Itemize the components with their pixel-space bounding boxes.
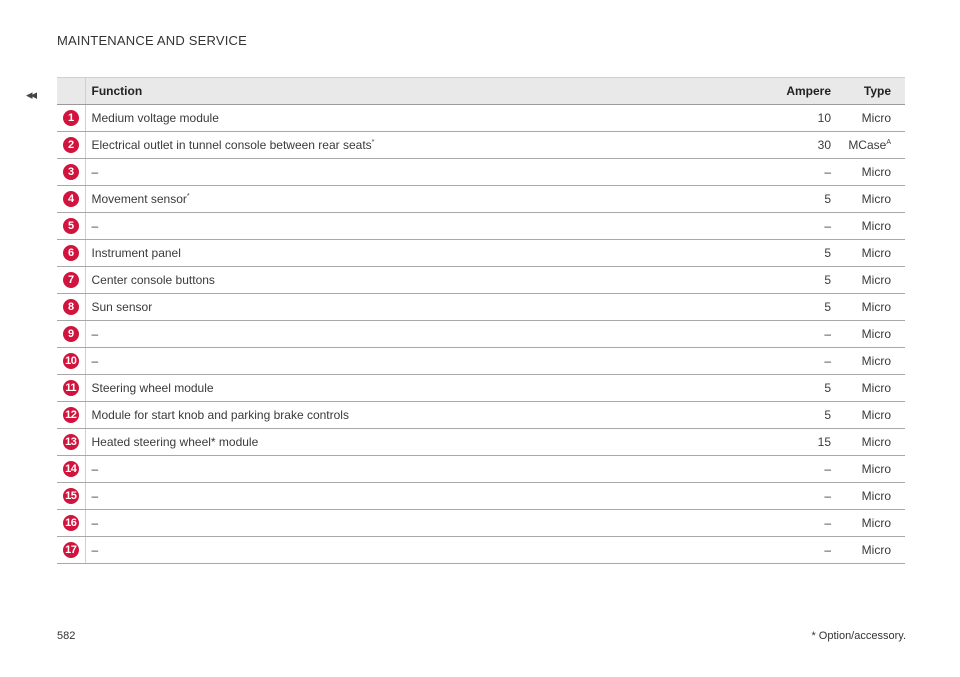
ampere-cell: 5 [765, 267, 837, 294]
type-cell [837, 159, 905, 186]
function-text: – [91, 354, 99, 368]
function-cell [85, 321, 765, 348]
fuse-number-badge: 7 [63, 272, 79, 288]
table-row [57, 240, 905, 267]
fuse-number-cell [57, 186, 85, 213]
function-text: – [91, 165, 99, 179]
fuse-number-cell [57, 375, 85, 402]
ampere-cell: 5 [765, 240, 837, 267]
function-cell [85, 213, 765, 240]
type-cell [837, 267, 905, 294]
type-cell [837, 186, 905, 213]
table-row [57, 537, 905, 564]
fuse-number-badge: 12 [63, 407, 79, 423]
fuse-number-cell [57, 294, 85, 321]
fuse-number-cell [57, 240, 85, 267]
function-cell [85, 375, 765, 402]
function-cell [85, 240, 765, 267]
type-text: Micro [861, 300, 891, 314]
type-cell [837, 402, 905, 429]
fuse-number-badge: 10 [63, 353, 79, 369]
column-header-number [57, 78, 85, 105]
type-text: Micro [861, 165, 891, 179]
function-cell [85, 159, 765, 186]
type-text: Micro [861, 408, 891, 422]
type-cell [837, 375, 905, 402]
table-row [57, 456, 905, 483]
function-cell [85, 483, 765, 510]
column-header-function: Function [85, 78, 765, 105]
ampere-cell: – [765, 213, 837, 240]
table-row [57, 213, 905, 240]
ampere-cell: – [765, 537, 837, 564]
fuse-number-cell [57, 321, 85, 348]
type-cell [837, 105, 905, 132]
fuse-number-badge: 4 [63, 191, 79, 207]
function-text: Electrical outlet in tunnel console between rear seats [91, 138, 372, 152]
fuse-number-badge: 13 [63, 434, 79, 450]
function-text: Medium voltage module [91, 111, 219, 125]
table-row [57, 402, 905, 429]
fuse-number-cell [57, 510, 85, 537]
function-text: – [91, 462, 99, 476]
type-text: Micro [861, 327, 891, 341]
function-text: Sun sensor [91, 300, 153, 314]
function-cell [85, 456, 765, 483]
fuse-number-badge: 3 [63, 164, 79, 180]
section-title: MAINTENANCE AND SERVICE [57, 33, 248, 48]
fuse-number-badge: 16 [63, 515, 79, 531]
fuse-number-cell [57, 537, 85, 564]
fuse-number-badge: 5 [63, 218, 79, 234]
type-text: Micro [861, 381, 891, 395]
continued-from-previous-icon: ◂◂ [26, 87, 36, 102]
ampere-cell: – [765, 510, 837, 537]
type-cell [837, 294, 905, 321]
fuse-number-badge: 8 [63, 299, 79, 315]
fuse-number-cell [57, 267, 85, 294]
function-cell [85, 132, 765, 159]
table-row [57, 429, 905, 456]
fuse-number-cell [57, 456, 85, 483]
function-text: Heated steering wheel* module [91, 435, 259, 449]
function-cell [85, 402, 765, 429]
type-cell [837, 483, 905, 510]
type-text: MCase [848, 138, 887, 152]
table-row [57, 348, 905, 375]
table-row [57, 375, 905, 402]
fuse-number-badge: 11 [63, 380, 79, 396]
column-header-type: Type [837, 78, 905, 105]
table-row [57, 105, 905, 132]
ampere-cell: 5 [765, 186, 837, 213]
function-text: Instrument panel [91, 246, 181, 260]
type-cell [837, 321, 905, 348]
function-text: – [91, 489, 99, 503]
function-footnote-marker: * [186, 193, 190, 200]
function-cell [85, 537, 765, 564]
function-text: – [91, 219, 99, 233]
ampere-cell: – [765, 456, 837, 483]
type-cell [837, 240, 905, 267]
function-cell [85, 429, 765, 456]
function-cell [85, 510, 765, 537]
fuse-number-cell [57, 483, 85, 510]
ampere-cell: 5 [765, 294, 837, 321]
fuse-number-cell [57, 402, 85, 429]
table-row [57, 294, 905, 321]
function-cell [85, 267, 765, 294]
ampere-cell: 5 [765, 402, 837, 429]
function-footnote-marker: * [371, 139, 375, 146]
type-text: Micro [861, 246, 891, 260]
function-text: Module for start knob and parking brake controls [91, 408, 349, 422]
fuse-number-badge: 17 [63, 542, 79, 558]
fuse-number-cell [57, 105, 85, 132]
type-text: Micro [861, 354, 891, 368]
table-row [57, 321, 905, 348]
fuse-number-cell [57, 132, 85, 159]
ampere-cell: 15 [765, 429, 837, 456]
type-text: Micro [861, 111, 891, 125]
table-row [57, 510, 905, 537]
table-row [57, 132, 905, 159]
ampere-cell: 5 [765, 375, 837, 402]
column-header-ampere: Ampere [765, 78, 837, 105]
type-cell [837, 348, 905, 375]
function-text: Movement sensor [91, 192, 187, 206]
footnote: * Option/accessory. [811, 630, 906, 642]
type-text: Micro [861, 543, 891, 557]
table-header-row [57, 78, 905, 105]
type-text: Micro [861, 489, 891, 503]
ampere-cell: – [765, 321, 837, 348]
type-text: Micro [861, 219, 891, 233]
ampere-cell: – [765, 483, 837, 510]
type-cell [837, 456, 905, 483]
fuse-number-cell [57, 213, 85, 240]
function-text: – [91, 543, 99, 557]
fuse-number-badge: 2 [63, 137, 79, 153]
fuse-number-cell [57, 159, 85, 186]
type-text: Micro [861, 462, 891, 476]
type-cell [837, 537, 905, 564]
type-text: Micro [861, 435, 891, 449]
type-cell [837, 213, 905, 240]
table-row [57, 186, 905, 213]
type-text: Micro [861, 192, 891, 206]
function-cell [85, 186, 765, 213]
type-text: Micro [861, 516, 891, 530]
fuse-table [57, 77, 905, 564]
ampere-cell: – [765, 348, 837, 375]
type-cell [837, 510, 905, 537]
ampere-cell: – [765, 159, 837, 186]
fuse-number-badge: 14 [63, 461, 79, 477]
page-number: 582 [57, 630, 76, 642]
ampere-cell: 10 [765, 105, 837, 132]
fuse-number-badge: 9 [63, 326, 79, 342]
function-text: – [91, 516, 99, 530]
function-cell [85, 348, 765, 375]
function-text: Center console buttons [91, 273, 215, 287]
function-cell [85, 294, 765, 321]
fuse-number-badge: 1 [63, 110, 79, 126]
function-text: – [91, 327, 99, 341]
fuse-number-cell [57, 429, 85, 456]
table-row [57, 267, 905, 294]
table-row [57, 483, 905, 510]
table-row [57, 159, 905, 186]
type-cell [837, 429, 905, 456]
fuse-number-badge: 6 [63, 245, 79, 261]
type-cell [837, 132, 905, 159]
ampere-cell: 30 [765, 132, 837, 159]
fuse-number-cell [57, 348, 85, 375]
function-cell [85, 105, 765, 132]
fuse-number-badge: 15 [63, 488, 79, 504]
type-text: Micro [861, 273, 891, 287]
type-footnote-marker: A [886, 139, 891, 146]
function-text: Steering wheel module [91, 381, 214, 395]
